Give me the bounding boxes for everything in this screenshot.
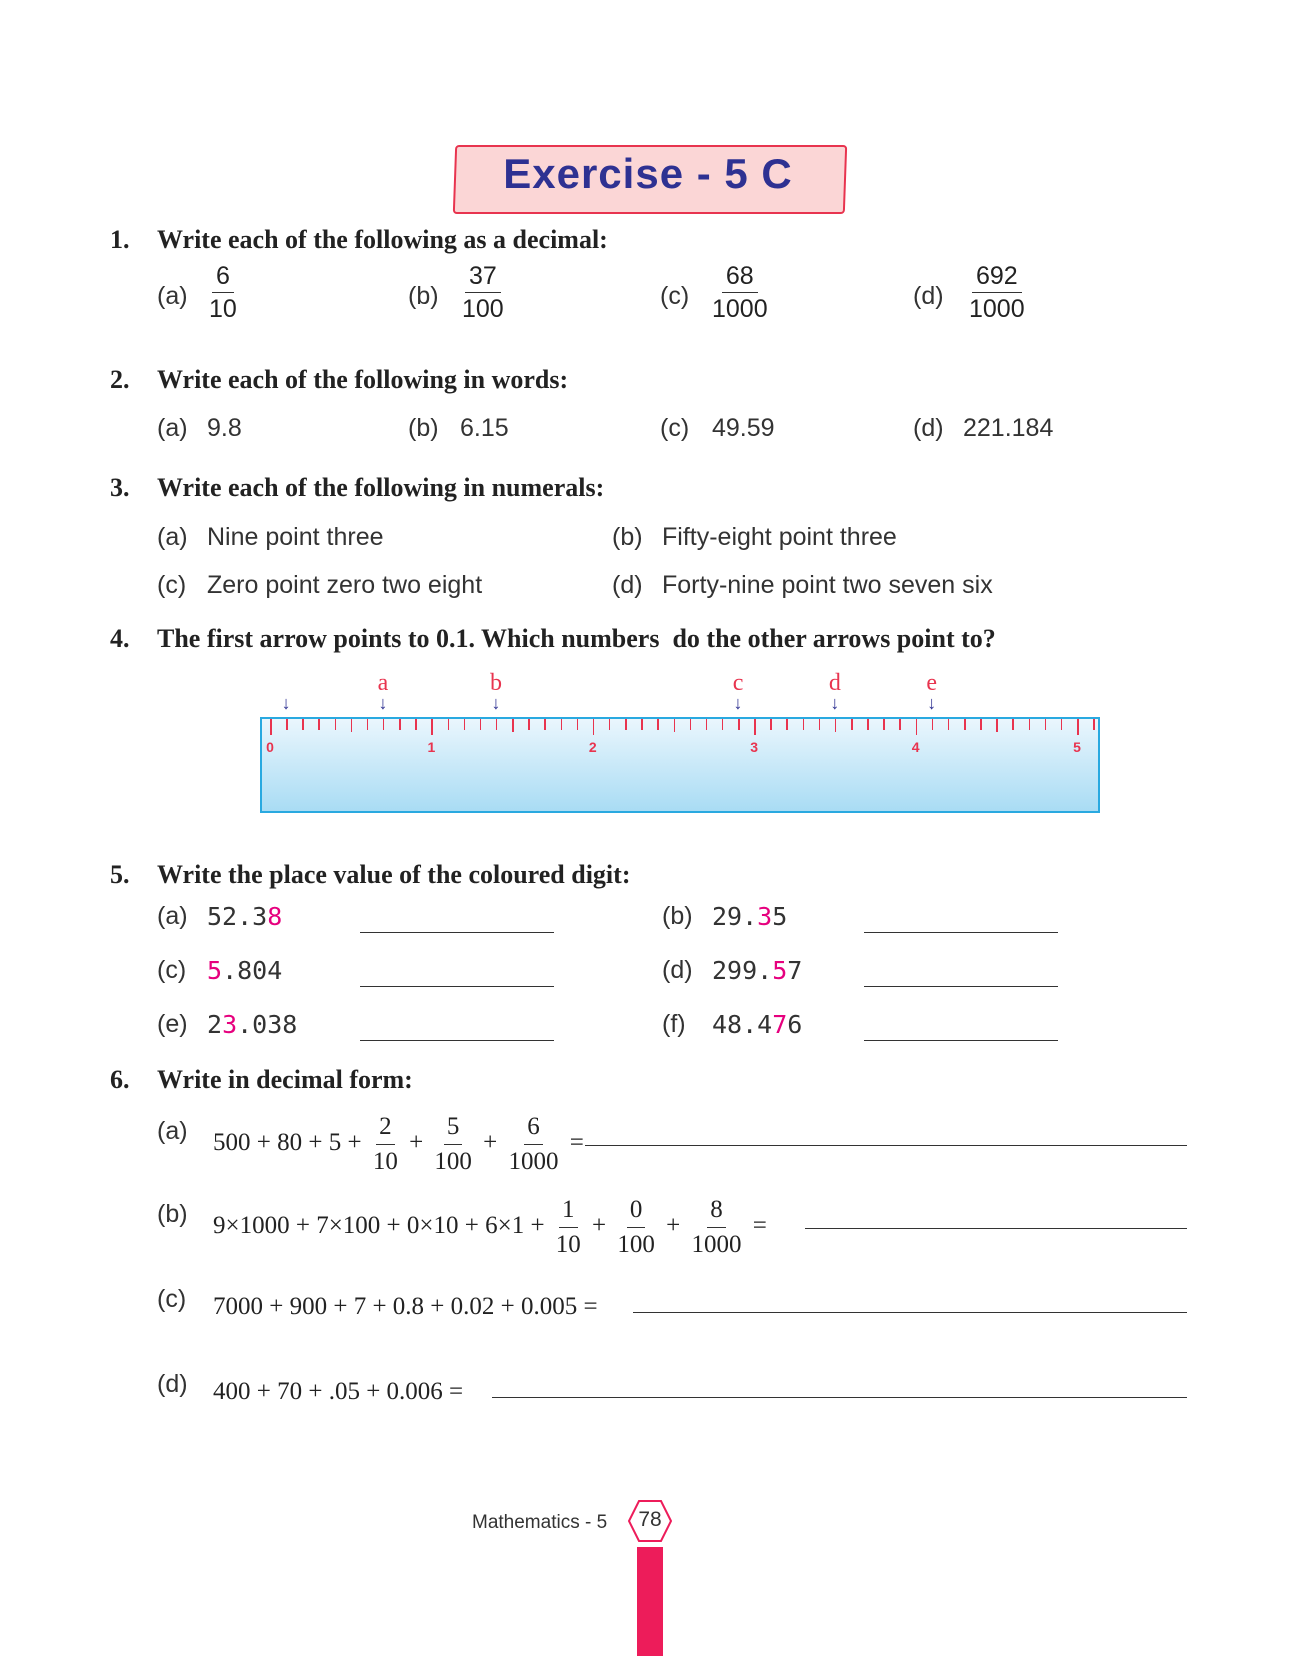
ruler-tick — [1061, 719, 1063, 730]
arrow-label-a: a — [377, 670, 389, 696]
q3c-label: (c) — [157, 571, 187, 599]
ruler-tick — [867, 719, 869, 730]
q3d-label: (d) — [612, 571, 643, 599]
footer-bar — [637, 1547, 663, 1656]
pointer-arrow: ↓ — [830, 693, 840, 713]
ruler-tick — [609, 719, 611, 730]
q2b-value: 6.15 — [460, 414, 509, 442]
q6d-expression: 400 + 70 + .05 + 0.006 = — [213, 1378, 464, 1405]
q2c-label: (c) — [660, 414, 690, 442]
q1c-label: (c) — [660, 282, 690, 310]
ruler-tick — [351, 719, 353, 732]
q6a-fraction-3 — [506, 1110, 562, 1179]
q4-text: The first arrow points to 0.1. Which numbers do the other arrows point to? — [157, 624, 996, 653]
q1d-label: (d) — [913, 282, 944, 310]
q6a-lead: 500 + 80 + 5 + — [213, 1129, 362, 1157]
q6a-equals: = — [569, 1129, 584, 1157]
q5a-highlight: 8 — [267, 902, 283, 931]
q2b-label: (b) — [408, 414, 439, 442]
ruler-label: 4 — [911, 739, 920, 755]
q1-text: Write each of the following as a decimal: — [157, 225, 608, 254]
q5f-number — [712, 1010, 802, 1039]
ruler-tick — [964, 719, 966, 730]
q6a-f2-denominator: 100 — [434, 1148, 472, 1175]
ruler-tick — [318, 719, 320, 730]
number-ruler — [260, 717, 1100, 813]
ruler-tick — [1012, 719, 1014, 730]
q6a-fraction-2 — [431, 1110, 475, 1179]
q3a-label: (a) — [157, 523, 188, 551]
q3c-value: Zero point zero two eight — [207, 571, 483, 599]
q1b-numerator: 37 — [465, 260, 501, 293]
q3-text: Write each of the following in numerals: — [157, 473, 605, 502]
q5b-label: (b) — [662, 902, 693, 930]
ruler-label: 2 — [588, 739, 597, 755]
q1b-label: (b) — [408, 282, 439, 310]
ruler-tick — [819, 719, 821, 730]
ruler-tick — [899, 719, 901, 730]
q5a-answer-blank[interactable] — [360, 932, 554, 933]
q5b-before: 29. — [712, 902, 758, 931]
q3d-value: Forty-nine point two seven six — [662, 571, 993, 599]
ruler-tick — [948, 719, 950, 730]
ruler-tick — [448, 719, 450, 730]
ruler-label: 3 — [750, 739, 759, 755]
q2a-value: 9.8 — [207, 414, 242, 442]
q6a-f3-denominator: 1000 — [508, 1148, 559, 1175]
q5c-highlight: 5 — [207, 956, 223, 985]
q6c-expression: 7000 + 900 + 7 + 0.8 + 0.02 + 0.005 = — [213, 1293, 598, 1320]
ruler-tick — [496, 719, 498, 730]
ruler-tick — [996, 719, 998, 732]
arrow-layer — [260, 670, 1100, 720]
pointer-arrow: ↓ — [491, 693, 501, 713]
q1c-numerator: 68 — [722, 260, 758, 293]
q5f-after: 6 — [787, 1010, 803, 1039]
q5f-highlight: 7 — [772, 1010, 788, 1039]
q5-text: Write the place value of the coloured digit: — [157, 860, 631, 889]
q6b-plus-1: + — [592, 1212, 607, 1240]
ruler-tick — [770, 719, 772, 730]
q6b-fraction-3 — [689, 1193, 745, 1262]
ruler-tick — [270, 719, 272, 735]
q1c-denominator: 1000 — [712, 295, 768, 323]
q2d-label: (d) — [913, 414, 944, 442]
ruler-tick — [1029, 719, 1031, 730]
ruler-tick — [835, 719, 837, 732]
q6b-plus-2: + — [666, 1212, 681, 1240]
q6a-f3-numerator: 6 — [524, 1110, 543, 1145]
ruler-tick — [932, 719, 934, 730]
ruler-tick — [577, 719, 579, 730]
ruler-tick — [883, 719, 885, 730]
q6a-expression — [213, 1110, 584, 1179]
q6b-expression — [213, 1193, 767, 1262]
ruler-tick — [625, 719, 627, 730]
ruler-label: 5 — [1073, 739, 1081, 755]
q6b-equals: = — [752, 1212, 767, 1240]
q1b-fraction — [458, 260, 508, 325]
q6d-answer-blank[interactable] — [492, 1397, 1187, 1398]
ruler-tick — [674, 719, 676, 732]
pointer-arrow: ↓ — [733, 693, 743, 713]
q4-number: 4. — [110, 624, 130, 653]
ruler-tick — [415, 719, 417, 730]
q6a-f1-numerator: 2 — [376, 1110, 395, 1145]
q1b-denominator: 100 — [462, 295, 504, 323]
q2a-label: (a) — [157, 414, 188, 442]
q6b-fraction-1 — [553, 1193, 584, 1262]
q3b-value: Fifty-eight point three — [662, 523, 897, 551]
arrow-label-c: c — [732, 670, 744, 696]
q5c-label: (c) — [157, 956, 187, 984]
ruler-tick — [399, 719, 401, 730]
q6c-answer-blank[interactable] — [633, 1312, 1187, 1313]
ruler-tick — [480, 719, 482, 730]
q2c-value: 49.59 — [712, 414, 775, 442]
q5b-after: 5 — [772, 902, 788, 931]
arrow-label-b: b — [489, 670, 502, 696]
arrow-label-e: e — [926, 670, 938, 696]
ruler-tick — [851, 719, 853, 730]
q6b-label: (b) — [157, 1200, 188, 1228]
q5e-number — [207, 1010, 297, 1039]
ruler-tick — [286, 719, 288, 730]
q5b-highlight: 3 — [757, 902, 773, 931]
ruler-tick — [690, 719, 692, 730]
q5f-before: 48.4 — [712, 1010, 773, 1039]
q1c-fraction — [708, 260, 772, 325]
q5d-number — [712, 956, 802, 985]
q5a-before: 52.3 — [207, 902, 268, 931]
q2-number: 2. — [110, 365, 130, 394]
q1d-numerator: 692 — [972, 260, 1022, 293]
q6b-answer-blank[interactable] — [805, 1228, 1187, 1229]
ruler-tick — [722, 719, 724, 730]
q5-number: 5. — [110, 860, 130, 889]
ruler-tick — [335, 719, 337, 730]
ruler-tick — [464, 719, 466, 730]
q5f-label: (f) — [662, 1010, 686, 1038]
ruler-tick — [916, 719, 918, 735]
q6c-label: (c) — [157, 1285, 187, 1313]
q5d-label: (d) — [662, 956, 693, 984]
q1d-fraction — [965, 260, 1029, 325]
ruler-tick — [803, 719, 805, 730]
q5a-number — [207, 902, 282, 931]
ruler-tick — [786, 719, 788, 730]
q6b-f3-numerator: 8 — [707, 1193, 726, 1228]
q1d-denominator: 1000 — [969, 295, 1025, 323]
q5b-answer-blank[interactable] — [864, 932, 1058, 933]
q5d-highlight: 5 — [772, 956, 788, 985]
ruler-tick — [706, 719, 708, 730]
ruler-tick — [302, 719, 304, 730]
q6a-f1-denominator: 10 — [372, 1148, 398, 1175]
q1a-numerator: 6 — [212, 260, 234, 293]
q6a-label: (a) — [157, 1117, 188, 1145]
q6b-lead: 9×1000 + 7×100 + 0×10 + 6×1 + — [213, 1212, 545, 1240]
ruler-tick — [383, 719, 385, 730]
ruler-tick — [641, 719, 643, 730]
page-title: Exercise - 5 C — [503, 150, 793, 197]
q6a-answer-blank[interactable] — [585, 1145, 1187, 1146]
q6a-f2-numerator: 5 — [444, 1110, 463, 1145]
ruler-tick — [512, 719, 514, 732]
q3b-label: (b) — [612, 523, 643, 551]
q5d-after: 7 — [787, 956, 803, 985]
q6b-f2-denominator: 100 — [617, 1231, 655, 1258]
ruler-tick — [593, 719, 595, 735]
q5c-number — [207, 956, 282, 985]
ruler-tick — [1045, 719, 1047, 730]
page-number: 78 — [638, 1508, 662, 1531]
q6a-plus-2: + — [483, 1129, 498, 1157]
q3-number: 3. — [110, 473, 130, 502]
q6d-label: (d) — [157, 1370, 188, 1398]
q2-text: Write each of the following in words: — [157, 365, 569, 394]
q5d-answer-blank[interactable] — [864, 986, 1058, 987]
pointer-arrow: ↓ — [378, 693, 388, 713]
q5f-answer-blank[interactable] — [864, 1040, 1058, 1041]
ruler-tick — [528, 719, 530, 730]
q5e-highlight: 3 — [222, 1010, 238, 1039]
ruler-tick — [657, 719, 659, 730]
q6b-f2-numerator: 0 — [627, 1193, 646, 1228]
ruler-tick — [738, 719, 740, 730]
q6b-f1-numerator: 1 — [559, 1193, 578, 1228]
ruler-tick — [367, 719, 369, 730]
q5e-before: 2 — [207, 1010, 223, 1039]
ruler-label: 1 — [427, 739, 436, 755]
q1a-denominator: 10 — [209, 295, 237, 323]
q1-number: 1. — [110, 225, 130, 254]
q5b-number — [712, 902, 787, 931]
q6b-f1-denominator: 10 — [555, 1231, 581, 1258]
pointer-arrow: ↓ — [281, 693, 291, 713]
q6b-fraction-2 — [614, 1193, 658, 1262]
q5a-label: (a) — [157, 902, 188, 930]
q6b-f3-denominator: 1000 — [691, 1231, 742, 1258]
q5e-after: .038 — [237, 1010, 298, 1039]
q6a-plus-1: + — [409, 1129, 424, 1157]
q3a-value: Nine point three — [207, 523, 384, 551]
q5c-answer-blank[interactable] — [360, 986, 554, 987]
ruler-tick — [980, 719, 982, 730]
q5d-before: 299. — [712, 956, 773, 985]
arrow-label-d: d — [828, 670, 841, 696]
pointer-arrow: ↓ — [927, 693, 937, 713]
q6-text: Write in decimal form: — [157, 1065, 413, 1094]
ruler-tick — [561, 719, 563, 730]
q6-number: 6. — [110, 1065, 130, 1094]
ruler-tick — [431, 719, 433, 735]
q5e-label: (e) — [157, 1010, 188, 1038]
q6a-fraction-1 — [370, 1110, 401, 1179]
ruler-tick — [1093, 719, 1095, 730]
q5e-answer-blank[interactable] — [360, 1040, 554, 1041]
q1a-fraction — [205, 260, 241, 325]
ruler-tick — [1077, 719, 1079, 735]
q2d-value: 221.184 — [963, 414, 1054, 442]
q5c-after: .804 — [222, 956, 283, 985]
ruler-label: 0 — [266, 739, 274, 755]
ruler-tick — [544, 719, 546, 730]
q1a-label: (a) — [157, 282, 188, 310]
footer-subject: Mathematics - 5 — [472, 1512, 608, 1533]
ruler-tick — [754, 719, 756, 735]
